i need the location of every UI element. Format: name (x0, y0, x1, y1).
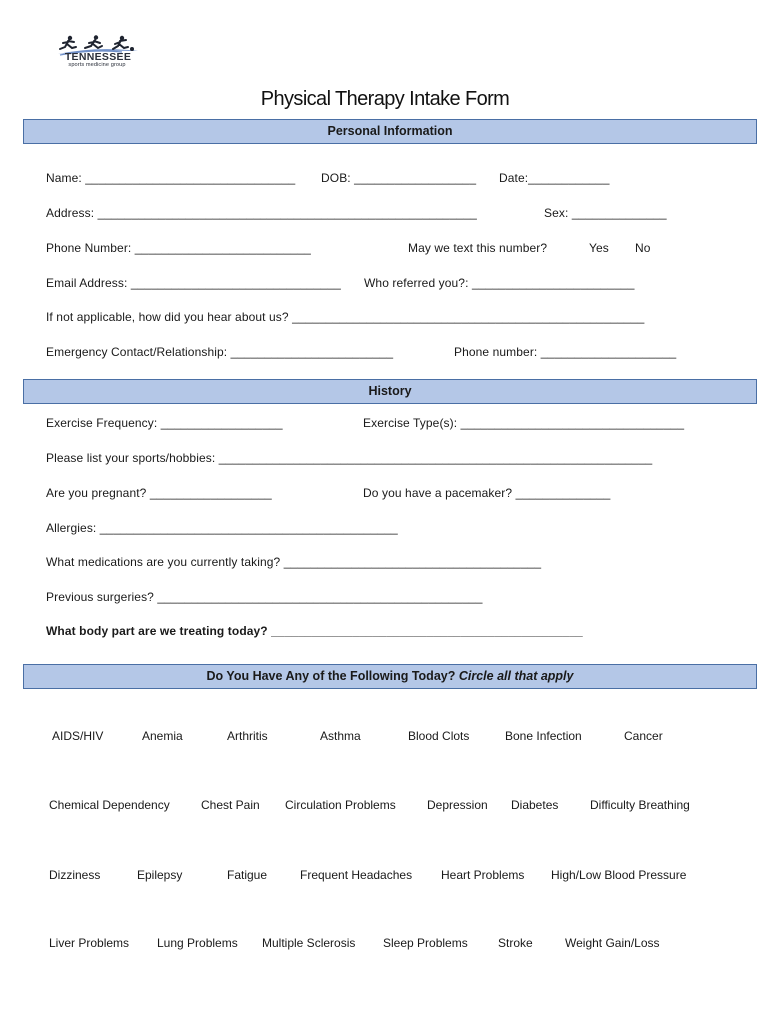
condition-option[interactable]: Sleep Problems (383, 936, 468, 950)
condition-option[interactable]: Bone Infection (505, 729, 582, 743)
date-field[interactable]: Date:____________ (499, 171, 610, 185)
text-permission-no[interactable]: No (635, 241, 651, 255)
emergency-contact-field[interactable]: Emergency Contact/Relationship: ________________________ (46, 345, 394, 359)
conditions-header-instruction: Circle all that apply (458, 669, 574, 683)
condition-option[interactable]: Frequent Headaches (300, 868, 413, 882)
logo-tagline: sports medicine group (68, 62, 126, 68)
section-header-conditions (23, 664, 757, 689)
form-title: Physical Therapy Intake Form (260, 88, 510, 110)
dob-field[interactable]: DOB: __________________ (321, 171, 477, 185)
section-header-personal: Personal Information (23, 119, 757, 144)
surgeries-field[interactable]: Previous surgeries? ________________________________________________ (46, 590, 483, 604)
section-header-history: History (23, 379, 757, 404)
condition-option[interactable]: Difficulty Breathing (590, 798, 690, 812)
pacemaker-field[interactable]: Do you have a pacemaker? ______________ (363, 486, 611, 500)
condition-option[interactable]: Heart Problems (441, 868, 525, 882)
sports-hobbies-field[interactable]: Please list your sports/hobbies: ________________________________________________________________ (46, 451, 653, 465)
condition-option[interactable]: Depression (427, 798, 488, 812)
referral-source-field[interactable]: If not applicable, how did you hear about us? ____________________________________________________ (46, 310, 645, 324)
condition-option[interactable]: Stroke (498, 936, 533, 950)
condition-option[interactable]: Liver Problems (49, 936, 130, 950)
phone-field[interactable]: Phone Number: __________________________ (46, 241, 311, 255)
condition-option[interactable]: Blood Clots (408, 729, 470, 743)
medications-field[interactable]: What medications are you currently taking? ______________________________________ (46, 555, 542, 569)
pregnant-field[interactable]: Are you pregnant? __________________ (46, 486, 272, 500)
condition-option[interactable]: Diabetes (511, 798, 559, 812)
text-permission-question: May we text this number? (408, 241, 548, 255)
allergies-field[interactable]: Allergies: ____________________________________________ (46, 521, 398, 535)
condition-option[interactable]: AIDS/HIV (52, 729, 104, 743)
body-part-field[interactable]: What body part are we treating today? ______________________________________________ (46, 624, 583, 638)
condition-option[interactable]: Anemia (142, 729, 183, 743)
text-permission-yes[interactable]: Yes (589, 241, 609, 255)
condition-option[interactable]: Dizziness (49, 868, 101, 882)
condition-option[interactable]: Weight Gain/Loss (565, 936, 660, 950)
condition-option[interactable]: Arthritis (227, 729, 268, 743)
condition-option[interactable]: Circulation Problems (285, 798, 396, 812)
conditions-header-text: Do You Have Any of the Following Today? (206, 669, 456, 683)
condition-option[interactable]: Fatigue (227, 868, 268, 882)
condition-option[interactable]: Cancer (624, 729, 663, 743)
email-field[interactable]: Email Address: _______________________________ (46, 276, 341, 290)
referred-by-field[interactable]: Who referred you?: ________________________ (364, 276, 635, 290)
condition-option[interactable]: Chemical Dependency (49, 798, 170, 812)
clinic-logo (52, 34, 142, 74)
condition-option[interactable]: Multiple Sclerosis (262, 936, 356, 950)
condition-option[interactable]: Asthma (320, 729, 361, 743)
exercise-frequency-field[interactable]: Exercise Frequency: __________________ (46, 416, 283, 430)
exercise-type-field[interactable]: Exercise Type(s): _________________________________ (363, 416, 685, 430)
condition-option[interactable]: Epilepsy (137, 868, 183, 882)
emergency-phone-field[interactable]: Phone number: ____________________ (454, 345, 677, 359)
name-field[interactable]: Name: _______________________________ (46, 171, 296, 185)
sex-field[interactable]: Sex: ______________ (544, 206, 667, 220)
condition-option[interactable]: Lung Problems (157, 936, 238, 950)
address-field[interactable]: Address: ________________________________________________________ (46, 206, 477, 220)
condition-option[interactable]: Chest Pain (201, 798, 260, 812)
logo-brand-text: TENNESSEE (64, 51, 132, 63)
condition-option[interactable]: High/Low Blood Pressure (551, 868, 687, 882)
